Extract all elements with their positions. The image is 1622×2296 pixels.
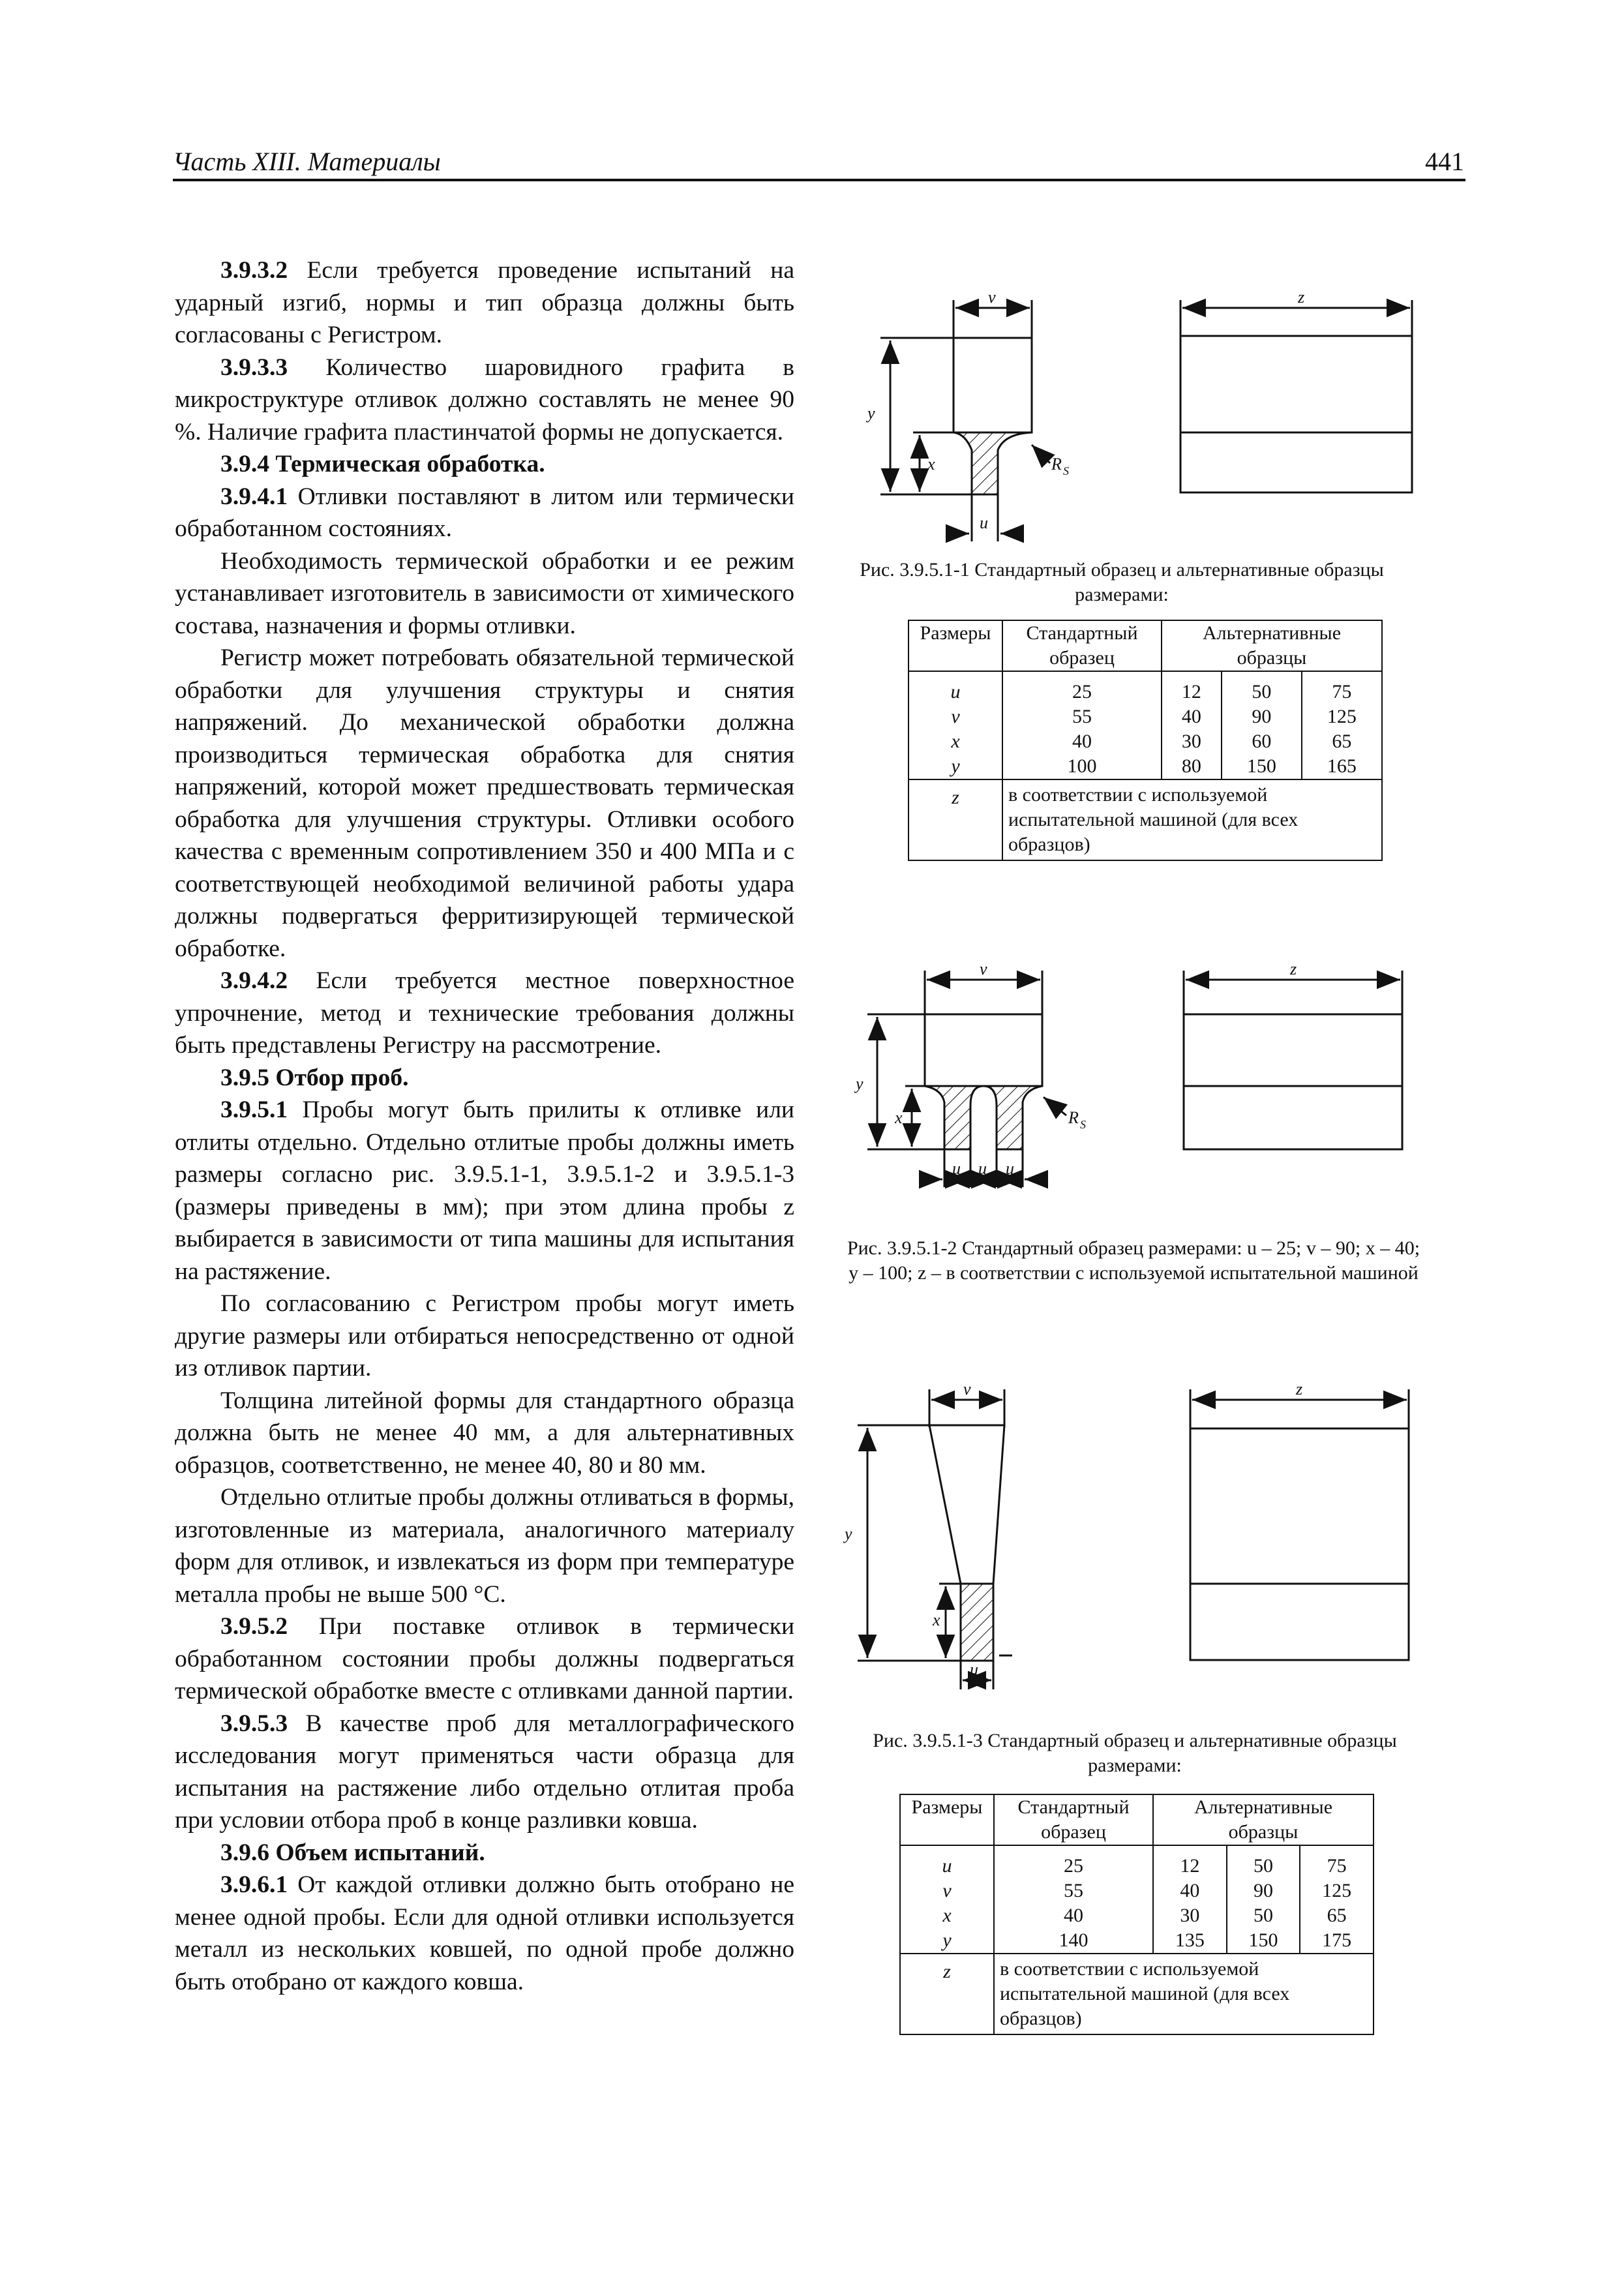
label-u: u — [978, 1159, 987, 1178]
table-header-row — [900, 1794, 1374, 1845]
paragraph: Необходимость термической обработки и ее режим устанавливает изготовитель в зависимости от химического состава, назначения и формы отливки. — [175, 547, 794, 639]
paragraph: Регистр может потребовать обязательной термической обработки для улучшения структуры и снятия напряжений. До механической обработки должна производиться термическая обработка для снятия напряжений, которой может предшествовать термическая обработка для улучшения структуры. Отливки особого качества с временным сопротивлением 350 и 400 МПа и с соответствующей необходимой величиной работы удара должны подвергаться ферритизирующей термической обработке. — [175, 644, 794, 962]
paragraph: 3.9.3.2 Если требуется проведение испытаний на ударный изгиб, нормы и тип образца должны быть согласованы с Регистром. — [175, 257, 794, 348]
label-v: v — [963, 1380, 971, 1398]
label-rs-sub: S — [1063, 464, 1069, 477]
label-y: y — [856, 1074, 864, 1093]
table-1 — [908, 620, 1383, 861]
label-y: y — [845, 1524, 852, 1543]
label-rs-sub: S — [1080, 1118, 1086, 1131]
table-header-row — [909, 620, 1382, 671]
table-2 — [899, 1794, 1374, 2035]
section-heading: 3.9.4 Термическая обработка. — [220, 451, 545, 477]
table-z-row: z в соответствии с используемой испытательной машиной (для всех образцов) — [900, 1954, 1374, 2034]
table-data-block: u v x y 25 55 40 100 12 40 30 80 50 90 60 150 75 125 65 165 — [909, 671, 1382, 779]
header-sizes: Размеры — [909, 620, 1002, 671]
paragraph: 3.9.4.2 Если требуется местное поверхностное упрочнение, метод и технические требования должны быть представлены Регистру на рассмотрение. — [175, 967, 795, 1059]
paragraph: Толщина литейной формы для стандартного образца должна быть не менее 40 мм, а для альтернативных образцов, соответственно, не менее 40, 80 и 80 мм. — [175, 1387, 794, 1479]
header-alternative: Альтернативные образцы — [1153, 1794, 1374, 1845]
header-alternative: Альтернативные образцы — [1162, 620, 1382, 671]
label-y: y — [867, 404, 875, 423]
paragraph: 3.9.6.1 От каждой отливки должно быть отобрано не менее одной пробы. Если для одной отливки используется металл из нескольких ковшей, по одной пробе должно быть отобрано от каждого ковша. — [175, 1871, 794, 1995]
section-heading: 3.9.5 Отбор проб. — [220, 1064, 409, 1091]
label-z: z — [1298, 288, 1305, 307]
figure-2-caption: Рис. 3.9.5.1-2 Стандартный образец размерами: u – 25; v – 90; x – 40; y – 100; z – в соответствии с используемой испытательной машиной — [847, 1237, 1420, 1284]
table-data-block: u v x y 25 55 40 140 12 40 30 135 50 90 50 150 75 125 65 175 — [900, 1845, 1374, 1954]
paragraph: 3.9.5.2 При поставке отливок в термически обработанном состоянии пробы должны подвергаться термической обработке вместе с отливками данной партии. — [175, 1613, 795, 1704]
header-standard: Стандартный образец — [994, 1794, 1153, 1845]
paragraph: 3.9.3.3 Количество шаровидного графита в микроструктуре отливок должно составлять не менее 90 %. Наличие графита пластинчатой формы не допускается. — [175, 354, 794, 446]
label-x: x — [933, 1610, 940, 1629]
header-sizes: Размеры — [900, 1794, 994, 1845]
label-v: v — [988, 288, 996, 307]
label-u: u — [980, 513, 988, 532]
header-standard: Стандартный образец — [1002, 620, 1162, 671]
table-z-row: z в соответствии с используемой испытательной машиной (для всех образцов) — [909, 779, 1382, 860]
label-x: x — [927, 455, 935, 474]
body-text-column — [175, 254, 794, 1998]
figure-2-drawing — [841, 952, 1428, 1226]
paragraph: По согласованию с Регистром пробы могут иметь другие размеры или отбираться непосредственно от одной из отливок партии. — [175, 1290, 794, 1382]
paragraph: 3.9.4.1 Отливки поставляют в литом или термически обработанном состояниях. — [175, 483, 795, 542]
running-title: Часть XIII. Материалы — [173, 147, 441, 176]
page-header — [173, 142, 1465, 181]
paragraph: Отдельно отлитые пробы должны отливаться в формы, изготовленные из материала, аналогичного материалу форм для отливок, и извлекаться из форм при температуре металла пробы не выше 500 °С. — [175, 1484, 794, 1608]
label-u: u — [952, 1159, 961, 1178]
label-x: x — [895, 1108, 903, 1127]
figure-3-drawing — [841, 1376, 1428, 1715]
label-z: z — [1296, 1380, 1303, 1398]
label-u: u — [1006, 1159, 1014, 1178]
section-heading: 3.9.6 Объем испытаний. — [220, 1839, 485, 1866]
figure-3-caption: Рис. 3.9.5.1-3 Стандартный образец и альтернативные образцы размерами: — [873, 1730, 1397, 1776]
label-rs: R — [1051, 455, 1062, 474]
label-z: z — [1290, 959, 1297, 978]
label-u: u — [970, 1660, 978, 1679]
paragraph: 3.9.5.3 В качестве проб для металлографического исследования могут применяться части образца для испытания на растяжение либо отдельно отлитая проба при условии отбора проб в конце разливки ковша. — [175, 1710, 794, 1834]
paragraph: 3.9.5.1 Пробы могут быть прилиты к отливке или отлиты отдельно. Отдельно отлитые пробы должны иметь размеры согласно рис. 3.9.5.1-1, 3.9.5.1-2 и 3.9.5.1-3 (размеры приведены в мм); при этом длина пробы z выбирается в зависимости от типа машины для испытания на растяжение. — [175, 1096, 794, 1285]
figure-1-caption: Рис. 3.9.5.1-1 Стандартный образец и альтернативные образцы размерами: — [860, 559, 1384, 605]
label-rs: R — [1068, 1108, 1079, 1127]
label-v: v — [980, 959, 987, 978]
page-number: 441 — [1425, 147, 1464, 176]
figure-1-drawing — [841, 274, 1428, 554]
